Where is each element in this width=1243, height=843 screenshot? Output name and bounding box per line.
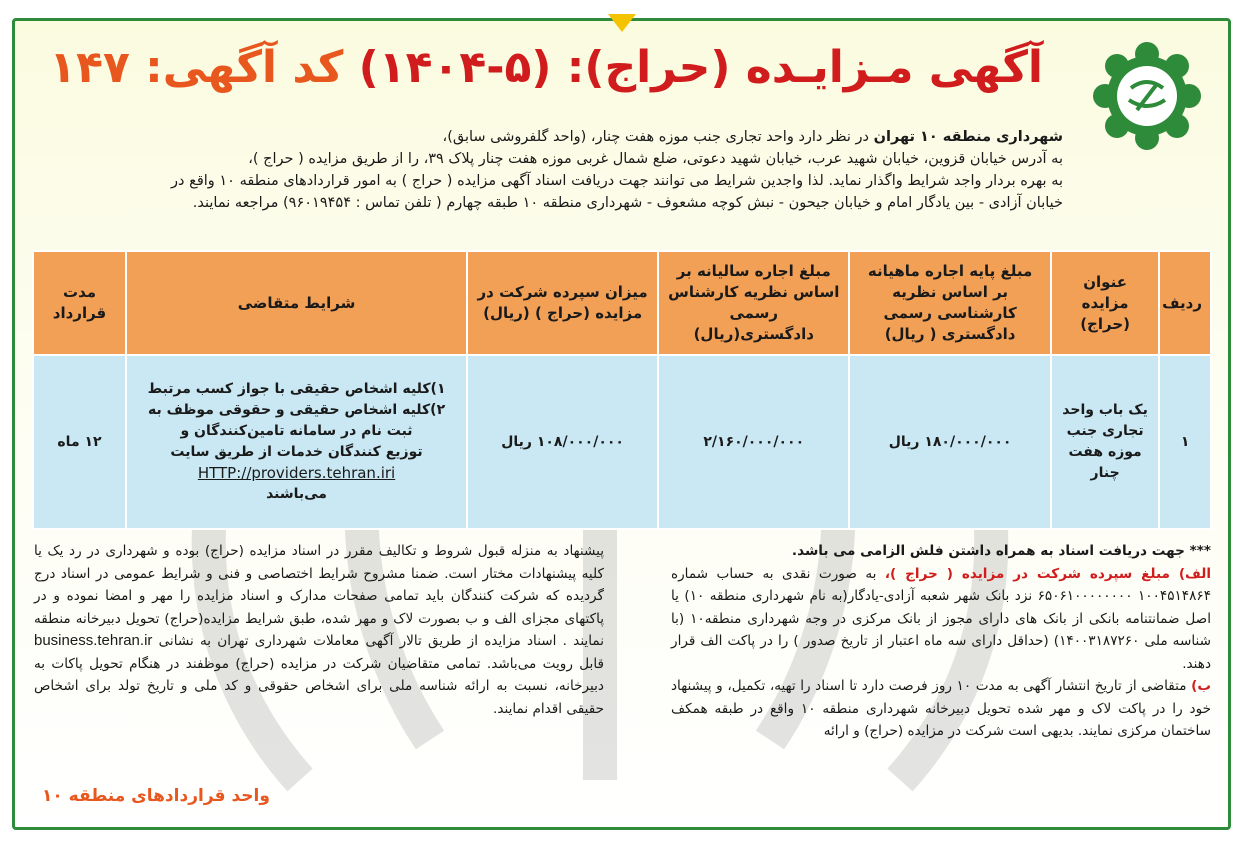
- note-a: [671, 563, 1211, 676]
- flash-note: *** جهت دریافت اسناد به همراه داشتن فلش الزامی می باشد.: [791, 543, 1211, 559]
- intro-line-4: خیابان آزادی - بین یادگار امام و خیابان جیحون - نبش کوچه مشعوف - شهرداری منطقه ۱۰ طبقه چهارم ( تلفن تماس : ۹۶۰۱۹۴۵۴) مراجعه نمایند.: [192, 195, 1063, 211]
- top-marker-icon: [608, 14, 636, 32]
- auction-table: [32, 250, 1212, 530]
- cell-yearly-rent: ۲/۱۶۰/۰۰۰/۰۰۰: [658, 355, 849, 529]
- condition-line-1: ۱)کلیه اشخاص حقیقی با جواز کسب مرتبط: [147, 381, 446, 397]
- note-a-label: الف) مبلغ سپرده شرکت در مزایده ( حراج )،: [884, 565, 1211, 582]
- note-b-label: ب): [1191, 678, 1211, 694]
- condition-line-3: ثبت نام در سامانه تامین‌کنندگان و: [180, 423, 413, 439]
- intro-line-2: به آدرس خیابان قزوین، خیابان شهید عرب، خیابان شهید دعوتی، ضلع شمال غربی موزه هفت چنار پلاک ۳۹، را از طریق مزایده ( حراج )،: [248, 151, 1063, 167]
- note-continued-b: قابل رویت می‌باشد. تمامی متقاضیان شرکت در مزایده (حراج) موظفند در هنگام تحویل پاکات به دبیرخانه، نسبت به ارائه شناسه ملی برای اشخاص حقوقی و کد ملی و تاریخ تولد برای اشخاص حقیقی اقدام نمایند.: [34, 655, 604, 717]
- cell-title: یک باب واحد تجاری جنب موزه هفت چنار: [1051, 355, 1160, 529]
- notes-right-column: [671, 540, 1211, 743]
- header-monthly-rent: مبلغ پایه اجاره ماهیانه بر اساس نظریه کارشناسی رسمی دادگستری ( ریال): [849, 251, 1051, 355]
- note-continued-a: پیشنهاد به منزله قبول شروط و تکالیف مقرر در اسناد مزایده (حراج) بوده و شهرداری در رد یک یا کلیه پیشنهادات مختار است. ضمنا مشروح شرایط اختصاصی و فنی و شرایط عمومی در اسناد درج گردیده که شرکت کنندگان باید تمامی صفحات مدارک و اسناد مزایده را مهر و امضا نموده و در پاکتهای مجزای الف و ب بصورت لاک و مهر شده، طبق شرایط مزایده(حراج) تحویل دبیرخانه منطقه نمایند . اسناد مزایده از طریق تالار آگهی معاملات شهرداری تهران به نشانی: [34, 543, 604, 649]
- notes-left-column: [34, 540, 604, 720]
- note-b: [671, 675, 1211, 743]
- signature: واحد قراردادهای منطقه ۱۰: [42, 786, 270, 806]
- intro-paragraph: [80, 126, 1063, 214]
- condition-line-2: ۲)کلیه اشخاص حقیقی و حقوقی موظف به: [147, 402, 446, 418]
- providers-site-link[interactable]: HTTP://providers.tehran.iri: [197, 464, 396, 482]
- header-duration: مدت قرارداد: [33, 251, 126, 355]
- table-header-row: [33, 251, 1211, 355]
- headline-number: (۵-۱۴۰۴): [358, 42, 552, 93]
- header-deposit: میزان سپرده شرکت در مزایده (حراج ) (ریال): [467, 251, 658, 355]
- business-site-link[interactable]: business.tehran.ir: [34, 632, 153, 649]
- header-title: عنوان مزایده (حراج): [1051, 251, 1160, 355]
- headline: [49, 42, 1043, 112]
- note-b-text: متقاضی از تاریخ انتشار آگهی به مدت ۱۰ روز فرصت دارد تا اسناد را تهیه، تکمیل، و پیشنهاد خود را در پاکت لاک و مهر شده تحویل دبیرخانه شهرداری منطقه ۱۰ واقع در طبقه همکف ساختمان مرکزی نمایند. بدیهی است شرکت در مزایده (حراج) و ارائه: [671, 678, 1212, 739]
- cell-conditions: [126, 355, 467, 529]
- note-a-text: به صورت نقدی به حساب شماره ۱۰۰۴۵۱۴۸۶۴ ۶۵۰۶۱۰۰۰۰۰۰۰۰ نزد بانک شهر شعبه آزادی-یادگار(به نام شهرداری منطقه ۱۰) یا اصل ضمانتنامه بانکی از بانک های دارای مجوز از بانک مرکزی در وجه شهرداری منطقه۱۰ (با شناسه ملی ۱۴۰۰۳۱۸۷۲۶۰) (حداقل دارای سه ماه اعتبار از تاریخ صدور ) را در پاکت الف قرار دهند.: [671, 565, 1211, 672]
- cell-deposit: ۱۰۸/۰۰۰/۰۰۰ ریال: [467, 355, 658, 529]
- header-conditions: شرایط متقاضی: [126, 251, 467, 355]
- org-name: شهرداری منطقه ۱۰ تهران: [873, 129, 1063, 145]
- header-yearly-rent: مبلغ اجاره سالیانه بر اساس نظریه کارشناس رسمی دادگستری(ریال): [658, 251, 849, 355]
- intro-line-3: به بهره بردار واجد شرایط واگذار نماید. لذا واجدین شرایط می توانند جهت دریافت اسناد آگهی مزایده ( حراج ) به امور قراردادهای منطقه ۱۰ واقع در: [171, 173, 1063, 189]
- note-continued: [34, 540, 604, 720]
- intro-line-1: [80, 126, 1063, 148]
- headline-code: کد آگهی: ۱۴۷: [49, 42, 344, 93]
- table-row: [33, 355, 1211, 529]
- condition-line-5: می‌باشند: [266, 486, 327, 502]
- cell-row-number: ۱: [1159, 355, 1211, 529]
- cell-monthly-rent: ۱۸۰/۰۰۰/۰۰۰ ریال: [849, 355, 1051, 529]
- cell-duration: ۱۲ ماه: [33, 355, 126, 529]
- condition-line-4: توزیع کنندگان خدمات از طریق سایت: [170, 444, 423, 460]
- intro-line-1-text: در نظر دارد واحد تجاری جنب موزه هفت چنار، (واحد گلفروشی سابق)،: [442, 129, 874, 145]
- headline-main: آگهی مـزایـده (حراج):: [566, 42, 1043, 93]
- tehran-municipality-logo-icon: [1091, 40, 1203, 152]
- header-row-number: ردیف: [1159, 251, 1211, 355]
